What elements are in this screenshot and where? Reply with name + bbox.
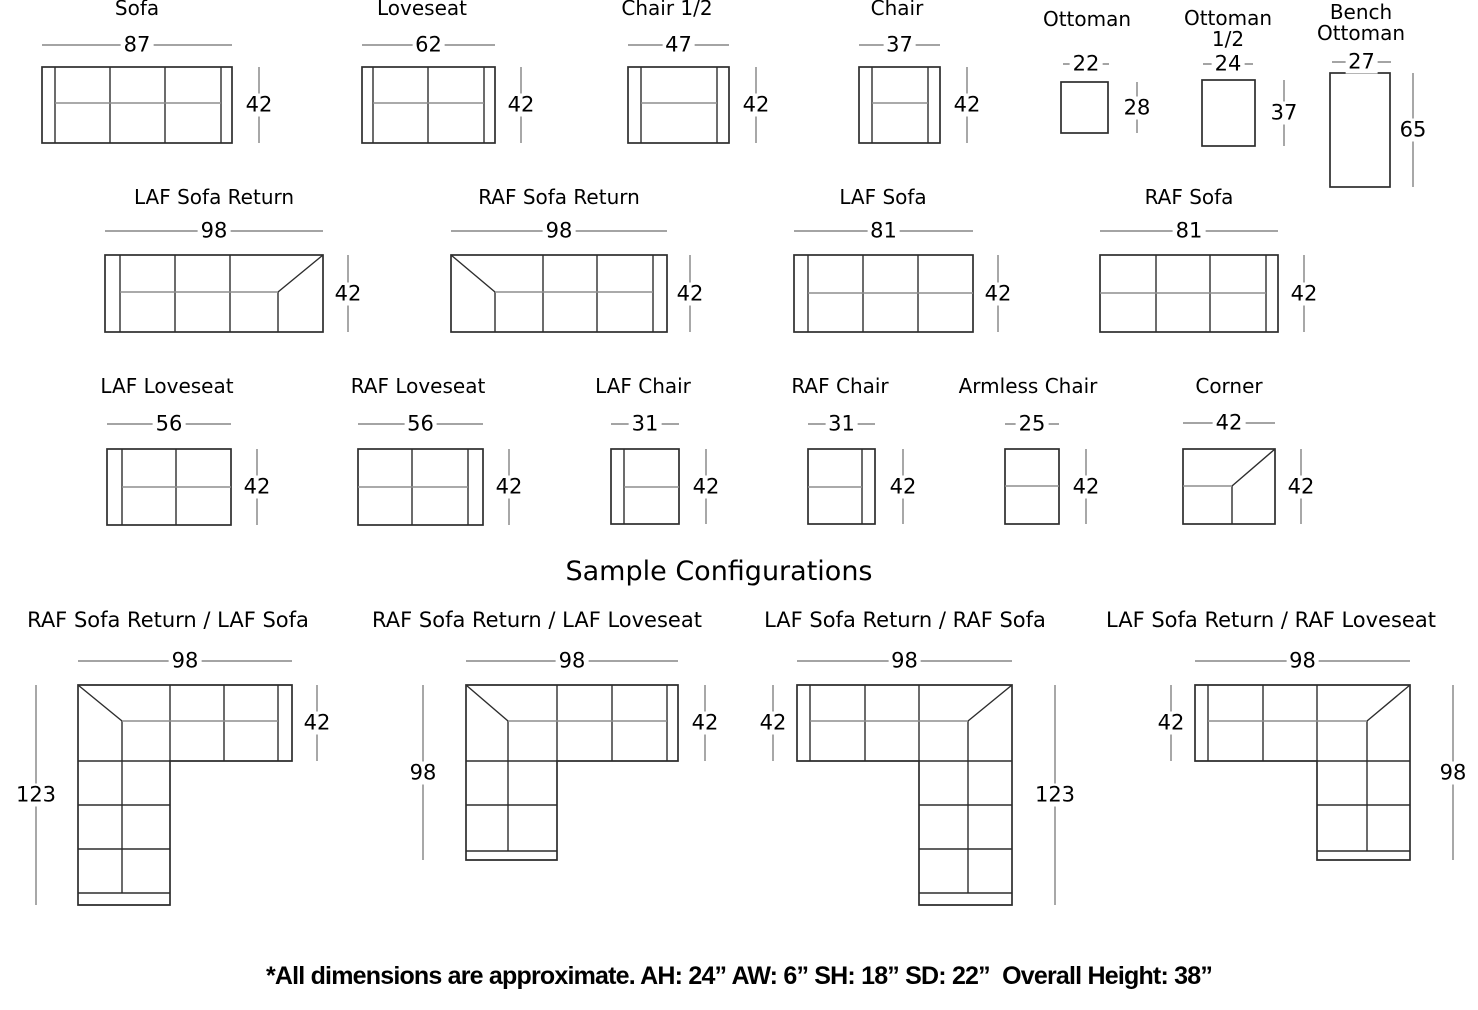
corner-label: Corner (1195, 374, 1263, 398)
cfg-laf-return-raf-sofa-label: LAF Sofa Return / RAF Sofa (764, 608, 1046, 632)
corner-width-dim: 42 (1213, 412, 1246, 435)
cfg-laf-return-raf-sofa-right-dim: 123 (1032, 784, 1078, 807)
loveseat-width-dim: 62 (412, 34, 445, 57)
cfg-raf-return-laf-sofa-right-dim: 42 (301, 712, 334, 735)
raf-sofa-label: RAF Sofa (1144, 185, 1234, 209)
diagram-cfg-laf-return-raf-loveseat (1171, 661, 1453, 860)
section-heading: Sample Configurations (565, 556, 873, 587)
chair-half-depth-dim: 42 (740, 94, 773, 117)
laf-chair-width-dim: 31 (629, 413, 662, 436)
ottoman-depth-dim: 28 (1121, 96, 1154, 119)
diagram-raf-sofa (1100, 231, 1304, 332)
laf-sofa-depth-dim: 42 (982, 282, 1015, 305)
loveseat-depth-dim: 42 (505, 94, 538, 117)
corner-depth-dim: 42 (1285, 475, 1318, 498)
raf-sofa-return-label: RAF Sofa Return (478, 185, 640, 209)
raf-chair-depth-dim: 42 (887, 475, 920, 498)
raf-chair-label: RAF Chair (791, 374, 889, 398)
cfg-laf-return-raf-sofa-left-dim: 42 (757, 712, 790, 735)
cfg-raf-return-laf-loveseat-left-dim: 98 (407, 761, 440, 784)
bench-ottoman-width-dim: 27 (1345, 51, 1378, 74)
laf-sofa-return-width-dim: 98 (198, 220, 231, 243)
diagram-cfg-raf-return-laf-sofa (36, 661, 317, 905)
raf-chair-width-dim: 31 (825, 413, 858, 436)
laf-loveseat-width-dim: 56 (153, 413, 186, 436)
chair-label: Chair (870, 0, 924, 20)
diagram-chair-half (628, 45, 756, 143)
ottoman-half-label: Ottoman (1183, 6, 1273, 30)
diagram-laf-loveseat (107, 424, 257, 525)
ottoman-half-label-line2: 1/2 (1211, 27, 1245, 51)
bench-ottoman-depth-dim: 65 (1397, 119, 1430, 142)
laf-sofa-label: LAF Sofa (839, 185, 927, 209)
raf-loveseat-label: RAF Loveseat (350, 374, 486, 398)
ottoman-half-width-dim: 24 (1212, 53, 1245, 76)
armless-chair-depth-dim: 42 (1070, 475, 1103, 498)
footnote: *All dimensions are approximate. AH: 24” AW: 6” SH: 18” SD: 22” Overall Height: 38” (265, 962, 1213, 990)
bench-ottoman-label-line2: Ottoman (1316, 21, 1406, 45)
raf-loveseat-width-dim: 56 (404, 413, 437, 436)
cfg-raf-return-laf-loveseat-label: RAF Sofa Return / LAF Loveseat (372, 608, 702, 632)
laf-chair-label: LAF Chair (595, 374, 691, 398)
chair-half-width-dim: 47 (662, 34, 695, 57)
cfg-laf-return-raf-loveseat-right-dim: 98 (1437, 761, 1470, 784)
raf-sofa-width-dim: 81 (1173, 220, 1206, 243)
raf-sofa-depth-dim: 42 (1288, 282, 1321, 305)
diagram-raf-sofa-return (451, 231, 690, 332)
cfg-raf-return-laf-loveseat-width-dim: 98 (556, 650, 589, 673)
sofa-label: Sofa (114, 0, 160, 20)
ottoman-width-dim: 22 (1070, 53, 1103, 76)
cfg-raf-return-laf-loveseat-right-dim: 42 (689, 712, 722, 735)
laf-sofa-return-depth-dim: 42 (332, 282, 365, 305)
raf-loveseat-depth-dim: 42 (493, 476, 526, 499)
diagram-laf-sofa-return (105, 231, 348, 332)
cfg-laf-return-raf-loveseat-label: LAF Sofa Return / RAF Loveseat (1106, 608, 1436, 632)
armless-chair-label: Armless Chair (958, 374, 1098, 398)
diagram-laf-sofa (794, 231, 998, 332)
chair-half-label: Chair 1/2 (621, 0, 713, 20)
laf-chair-depth-dim: 42 (690, 475, 723, 498)
diagram-sofa (42, 45, 259, 143)
sofa-depth-dim: 42 (243, 94, 276, 117)
chair-depth-dim: 42 (951, 94, 984, 117)
laf-sofa-return-label: LAF Sofa Return (133, 185, 295, 209)
raf-sofa-return-depth-dim: 42 (674, 282, 707, 305)
diagram-raf-loveseat (358, 424, 509, 525)
chair-width-dim: 37 (883, 34, 916, 57)
cfg-laf-return-raf-loveseat-width-dim: 98 (1286, 650, 1319, 673)
cfg-raf-return-laf-sofa-label: RAF Sofa Return / LAF Sofa (27, 608, 309, 632)
raf-sofa-return-width-dim: 98 (543, 220, 576, 243)
diagram-corner (1183, 423, 1301, 524)
ottoman-label: Ottoman (1042, 7, 1132, 31)
diagram-cfg-laf-return-raf-sofa (773, 661, 1055, 905)
laf-loveseat-depth-dim: 42 (241, 476, 274, 499)
cfg-laf-return-raf-sofa-width-dim: 98 (888, 650, 921, 673)
laf-loveseat-label: LAF Loveseat (100, 374, 234, 398)
diagram-cfg-raf-return-laf-loveseat (423, 661, 705, 860)
armless-chair-width-dim: 25 (1016, 413, 1049, 436)
laf-sofa-width-dim: 81 (867, 220, 900, 243)
cfg-raf-return-laf-sofa-width-dim: 98 (169, 650, 202, 673)
diagram-loveseat (362, 45, 521, 143)
bench-ottoman-label: Bench (1329, 0, 1393, 24)
cfg-laf-return-raf-loveseat-left-dim: 42 (1155, 712, 1188, 735)
cfg-raf-return-laf-sofa-left-dim: 123 (13, 784, 59, 807)
sofa-width-dim: 87 (121, 34, 154, 57)
ottoman-half-depth-dim: 37 (1268, 102, 1301, 125)
loveseat-label: Loveseat (377, 0, 467, 20)
